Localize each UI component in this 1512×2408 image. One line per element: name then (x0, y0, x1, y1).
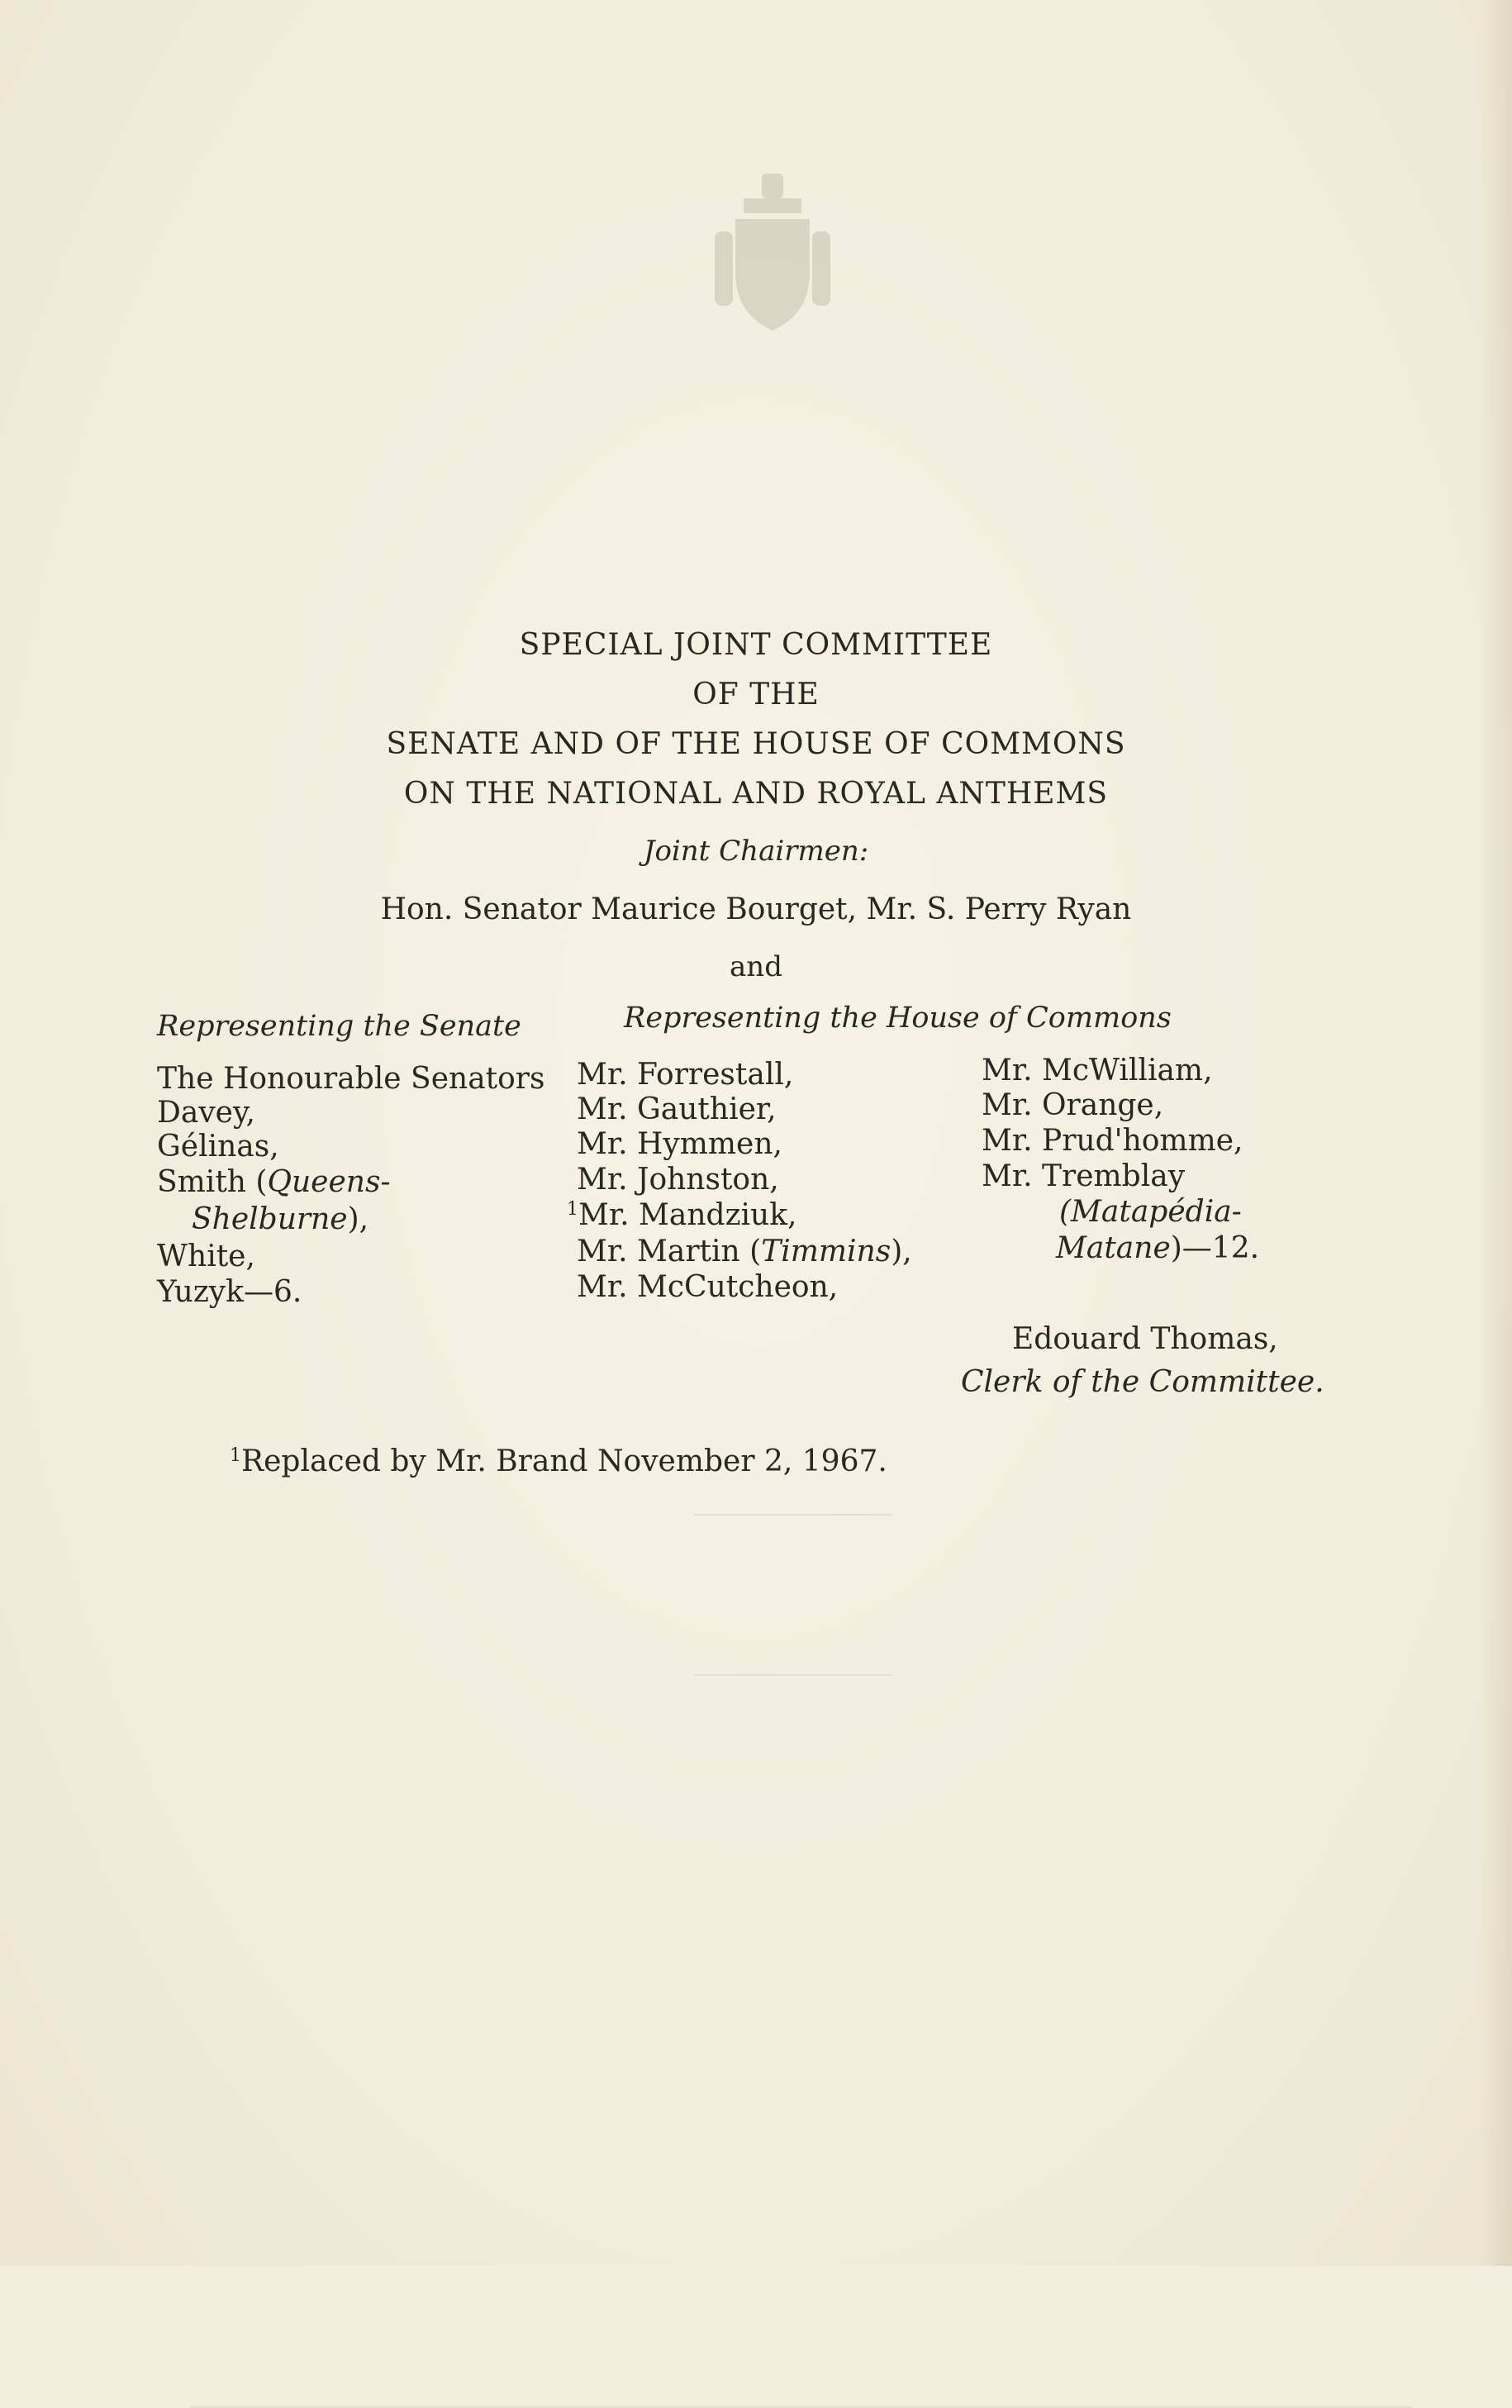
committee-title-line-1: SPECIAL JOINT COMMITTEE (519, 628, 993, 662)
committee-title-line-2: OF THE (692, 678, 820, 711)
member-riding-suffix: ), (891, 1235, 912, 1268)
commons-member (577, 1270, 838, 1304)
footnote-text: Replaced by Mr. Brand November 2, 1967. (241, 1444, 887, 1478)
senator-riding: Shelburne (192, 1202, 348, 1236)
clerk-title: Clerk of the Committee. (961, 1365, 1324, 1399)
commons-member-count: )—12. (1170, 1231, 1260, 1265)
member-name: Tremblay (1042, 1159, 1186, 1193)
footnote-marker: 1 (567, 1199, 578, 1220)
member-title: Mr. (578, 1198, 630, 1232)
senator-item-smith (157, 1165, 391, 1199)
member-name: Prud'homme, (1042, 1124, 1243, 1158)
commons-member (982, 1159, 1185, 1193)
clerk-name: Edouard Thomas, (1012, 1322, 1278, 1356)
member-name: Mandziuk, (639, 1198, 797, 1232)
and-conjunction: and (730, 950, 782, 983)
member-title: Mr. (577, 1127, 628, 1161)
member-riding: Matane (1056, 1231, 1171, 1265)
senator-item: White, (157, 1240, 255, 1273)
member-title: Mr. (982, 1054, 1033, 1087)
show-through-rule (694, 1674, 892, 1676)
commons-member (577, 1235, 912, 1268)
commons-member (982, 1088, 1163, 1122)
member-name: Hymmen, (637, 1127, 782, 1161)
commons-member (982, 1054, 1213, 1087)
joint-chairmen-label: Joint Chairmen: (643, 835, 869, 868)
senator-item: Davey, (157, 1096, 255, 1130)
member-name: Johnston, (637, 1163, 779, 1197)
member-name: Gauthier, (637, 1092, 777, 1126)
joint-chairmen-names: Hon. Senator Maurice Bourget, Mr. S. Perry Ryan (380, 892, 1132, 926)
senators-intro: The Honourable Senators (157, 1062, 545, 1096)
coat-of-arms-emblem (711, 174, 834, 339)
commons-total (1056, 1231, 1259, 1265)
member-title: Mr. (982, 1159, 1033, 1193)
commons-member (577, 1127, 782, 1161)
senate-heading: Representing the Senate (157, 1010, 521, 1043)
member-title: Mr. (577, 1058, 628, 1092)
senator-riding-continuation (192, 1202, 368, 1236)
member-name: Orange, (1042, 1088, 1164, 1122)
senator-item: Yuzyk—6. (157, 1275, 302, 1309)
member-title: Mr. (982, 1124, 1033, 1158)
page-edge-shadow (1479, 0, 1512, 2266)
show-through-rule (694, 1514, 892, 1516)
commons-heading: Representing the House of Commons (624, 1002, 1172, 1035)
member-riding: (Matapédia- (1059, 1195, 1242, 1229)
commons-member-footnoted (567, 1198, 797, 1232)
senator-item: Gélinas, (157, 1130, 279, 1164)
senator-name: Smith ( (157, 1165, 268, 1199)
senator-riding-suffix: ), (347, 1202, 369, 1236)
committee-title-line-4: ON THE NATIONAL AND ROYAL ANTHEMS (403, 777, 1109, 811)
commons-member (577, 1058, 793, 1092)
member-name: McWilliam, (1042, 1054, 1213, 1087)
commons-member (982, 1124, 1243, 1158)
commons-member (577, 1092, 777, 1126)
member-name: McCutcheon, (637, 1270, 839, 1304)
member-title: Mr. (577, 1092, 628, 1126)
footnote (230, 1444, 887, 1478)
member-title: Mr. (577, 1270, 628, 1304)
commons-member (577, 1163, 779, 1197)
member-name: Forrestall, (637, 1058, 794, 1092)
member-riding: Timmins (761, 1235, 892, 1268)
senator-riding: Queens- (267, 1165, 391, 1199)
member-title: Mr. (577, 1163, 628, 1197)
footnote-marker: 1 (230, 1445, 241, 1466)
member-title: Mr. (577, 1235, 628, 1268)
member-title: Mr. (982, 1088, 1033, 1122)
committee-title-line-3: SENATE AND OF THE HOUSE OF COMMONS (386, 727, 1126, 761)
member-name: Martin ( (637, 1235, 762, 1268)
